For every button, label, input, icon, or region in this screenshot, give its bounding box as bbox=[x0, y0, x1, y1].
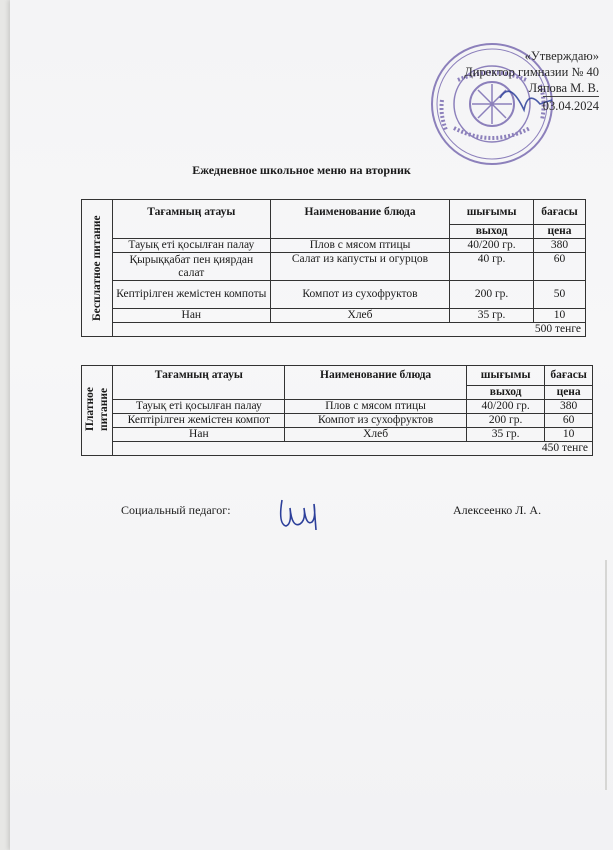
dish-output: 200 гр. bbox=[450, 281, 534, 309]
dish-kz: Тауық еті қосылған палау bbox=[113, 400, 285, 414]
dish-kz: Нан bbox=[113, 428, 285, 442]
header-name-ru: Наименование блюда bbox=[285, 366, 467, 400]
footer-role: Социальный педагог: bbox=[121, 503, 231, 517]
total-free: 500 тенге bbox=[112, 323, 585, 337]
total-paid: 450 тенге bbox=[113, 442, 593, 456]
header-name-ru: Наименование блюда bbox=[270, 200, 449, 239]
free-meals-table bbox=[81, 199, 586, 337]
side-label-paid bbox=[82, 366, 113, 456]
dish-price: 60 bbox=[545, 414, 593, 428]
approval-name: Ляпова М. В. bbox=[528, 81, 599, 95]
dish-kz: Қырыққабат пен қиярдан салат bbox=[112, 253, 270, 281]
dish-price: 60 bbox=[533, 253, 585, 281]
dish-price: 380 bbox=[533, 239, 585, 253]
header-price-ru: цена bbox=[545, 386, 593, 400]
header-name-kz: Тағамның атауы bbox=[113, 366, 285, 400]
dish-price: 50 bbox=[533, 281, 585, 309]
approval-block bbox=[464, 48, 599, 114]
dish-price: 10 bbox=[533, 309, 585, 323]
header-price-kz: бағасы bbox=[533, 200, 585, 225]
paid-meals-table bbox=[81, 365, 593, 456]
header-output-ru: выход bbox=[467, 386, 545, 400]
dish-ru: Компот из сухофруктов bbox=[270, 281, 449, 309]
dish-ru: Хлеб bbox=[270, 309, 449, 323]
approval-heading: «Утверждаю» bbox=[524, 49, 599, 63]
dish-output: 40 гр. bbox=[450, 253, 534, 281]
approval-director: Директор гимназии № 40 bbox=[464, 65, 599, 79]
side-label-paid-1: Платное bbox=[84, 386, 97, 431]
header-price-ru: цена bbox=[533, 225, 585, 239]
dish-output: 35 гр. bbox=[450, 309, 534, 323]
side-label-free: Бесплатное питание bbox=[82, 200, 113, 337]
side-label-paid-2: питание bbox=[98, 386, 111, 431]
dish-price: 10 bbox=[545, 428, 593, 442]
dish-ru: Плов с мясом птицы bbox=[270, 239, 449, 253]
dish-price: 380 bbox=[545, 400, 593, 414]
header-output-kz: шығымы bbox=[467, 366, 545, 386]
dish-ru: Салат из капусты и огурцов bbox=[270, 253, 449, 281]
dish-kz: Кептірілген жемістен компот bbox=[113, 414, 285, 428]
dish-output: 200 гр. bbox=[467, 414, 545, 428]
footer-name: Алексеенко Л. А. bbox=[453, 503, 542, 517]
dish-kz: Кептірілген жемістен компоты bbox=[112, 281, 270, 309]
dish-output: 40/200 гр. bbox=[450, 239, 534, 253]
dish-output: 40/200 гр. bbox=[467, 400, 545, 414]
header-output-kz: шығымы bbox=[450, 200, 534, 225]
dish-ru: Хлеб bbox=[285, 428, 467, 442]
dish-kz: Тауық еті қосылған палау bbox=[112, 239, 270, 253]
page-edge bbox=[605, 560, 607, 790]
header-name-kz: Тағамның атауы bbox=[112, 200, 270, 239]
signature bbox=[276, 494, 322, 532]
page-title: Ежедневное школьное меню на вторник bbox=[192, 163, 411, 177]
header-output-ru: выход bbox=[450, 225, 534, 239]
dish-output: 35 гр. bbox=[467, 428, 545, 442]
approval-date: 03.04.2024 bbox=[543, 96, 599, 114]
header-price-kz: бағасы bbox=[545, 366, 593, 386]
dish-ru: Компот из сухофруктов bbox=[285, 414, 467, 428]
dish-ru: Плов с мясом птицы bbox=[285, 400, 467, 414]
dish-kz: Нан bbox=[112, 309, 270, 323]
